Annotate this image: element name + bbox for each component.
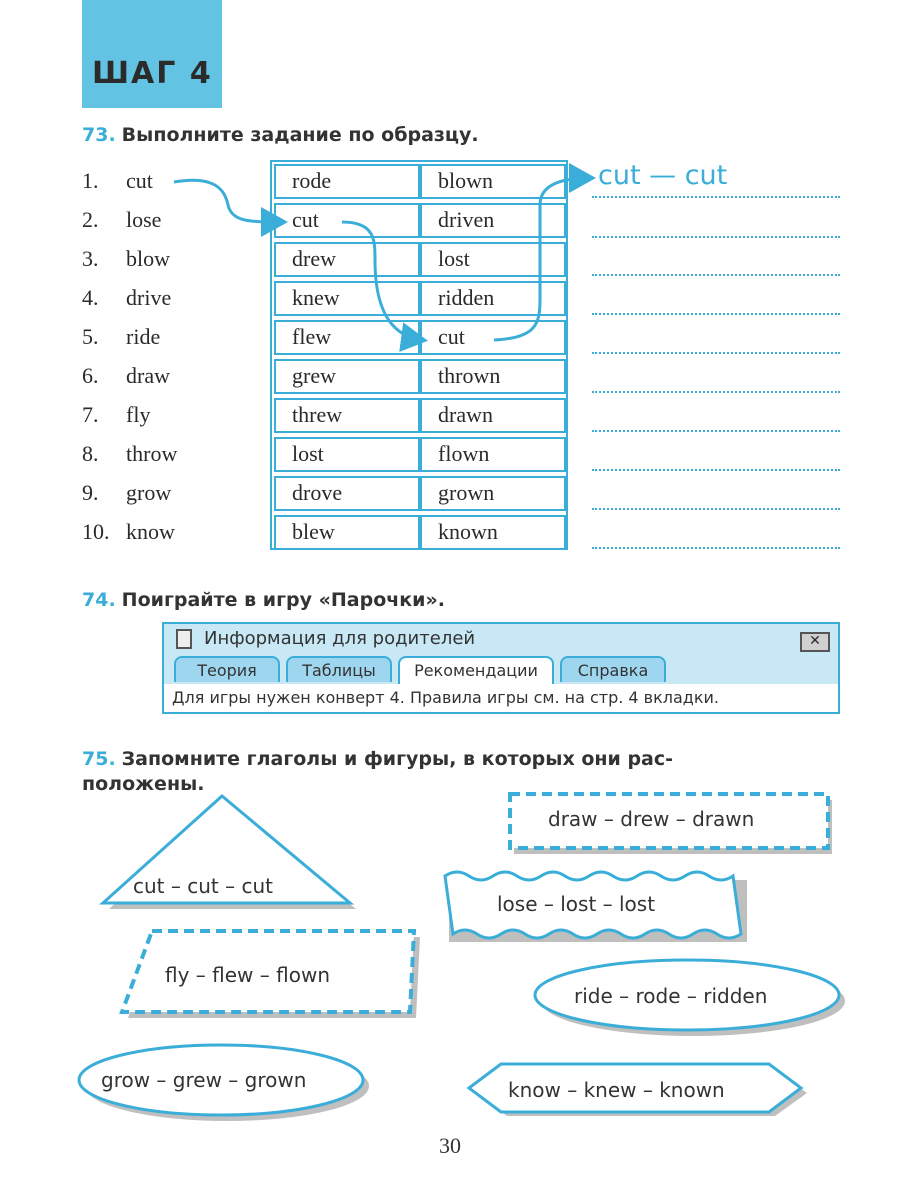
table-cell: known: [420, 515, 566, 550]
table-cell: drove: [274, 476, 420, 511]
table-cell: blew: [274, 515, 420, 550]
table-cell: grown: [420, 476, 566, 511]
task-75-text-1: Запомните глаголы и фигуры, в которых они рас-: [121, 748, 674, 770]
triangle-label: cut – cut – cut: [133, 874, 273, 898]
table-cell: cut: [420, 320, 566, 355]
panel-body: Для игры нужен конверт 4. Правила игры см. на стр. 4 вкладки.: [172, 688, 720, 707]
sample-answer: cut — cut: [598, 160, 728, 191]
list-item: 5. ride: [82, 324, 161, 349]
step-label: ШАГ 4: [92, 56, 213, 91]
table-cell: thrown: [420, 359, 566, 394]
wavy-rect-label: lose – lost – lost: [497, 892, 656, 916]
ellipse-right-label: ride – rode – ridden: [574, 984, 768, 1008]
list-item: 1. cut: [82, 168, 153, 193]
table-cell: threw: [274, 398, 420, 433]
trapezoid-label: fly – flew – flown: [165, 963, 330, 987]
ellipse-left-label: grow – grew – grown: [101, 1068, 307, 1092]
list-item: 2. lose: [82, 207, 162, 232]
table-cell: grew: [274, 359, 420, 394]
table-cell: rode: [274, 164, 420, 199]
task-75-number: 75.: [82, 748, 116, 770]
table-cell: drawn: [420, 398, 566, 433]
table-cell: knew: [274, 281, 420, 316]
task-73-text: Выполните задание по образцу.: [121, 124, 479, 146]
list-item: 3. blow: [82, 246, 170, 271]
table-cell: driven: [420, 203, 566, 238]
list-item: 6. draw: [82, 363, 170, 388]
table-cell: cut: [274, 203, 420, 238]
close-icon[interactable]: ✕: [800, 632, 830, 652]
hexagon-label: know – knew – known: [508, 1078, 725, 1102]
table-cell: blown: [420, 164, 566, 199]
task-73-number: 73.: [82, 124, 116, 146]
list-item: 4. drive: [82, 285, 172, 310]
table-cell: flown: [420, 437, 566, 472]
dashed-rect-label: draw – drew – drawn: [548, 807, 755, 831]
table-cell: drew: [274, 242, 420, 277]
list-item: 7. fly: [82, 402, 151, 427]
list-item: 8. throw: [82, 441, 178, 466]
tab-tables[interactable]: Таблицы: [286, 656, 392, 682]
tab-help[interactable]: Справка: [560, 656, 666, 682]
panel-title: Информация для родителей: [204, 628, 476, 649]
list-item: 10. know: [82, 519, 175, 544]
page-number: 30: [439, 1133, 461, 1158]
list-item: 9. grow: [82, 480, 172, 505]
tab-recommendations[interactable]: Рекомендации: [398, 656, 554, 684]
task-75-text-2: положены.: [82, 773, 205, 795]
table-cell: lost: [274, 437, 420, 472]
table-cell: flew: [274, 320, 420, 355]
table-cell: ridden: [420, 281, 566, 316]
table-cell: lost: [420, 242, 566, 277]
task-74-text: Поиграйте в игру «Парочки».: [121, 589, 445, 611]
tab-theory[interactable]: Теория: [174, 656, 280, 682]
task-74-number: 74.: [82, 589, 116, 611]
